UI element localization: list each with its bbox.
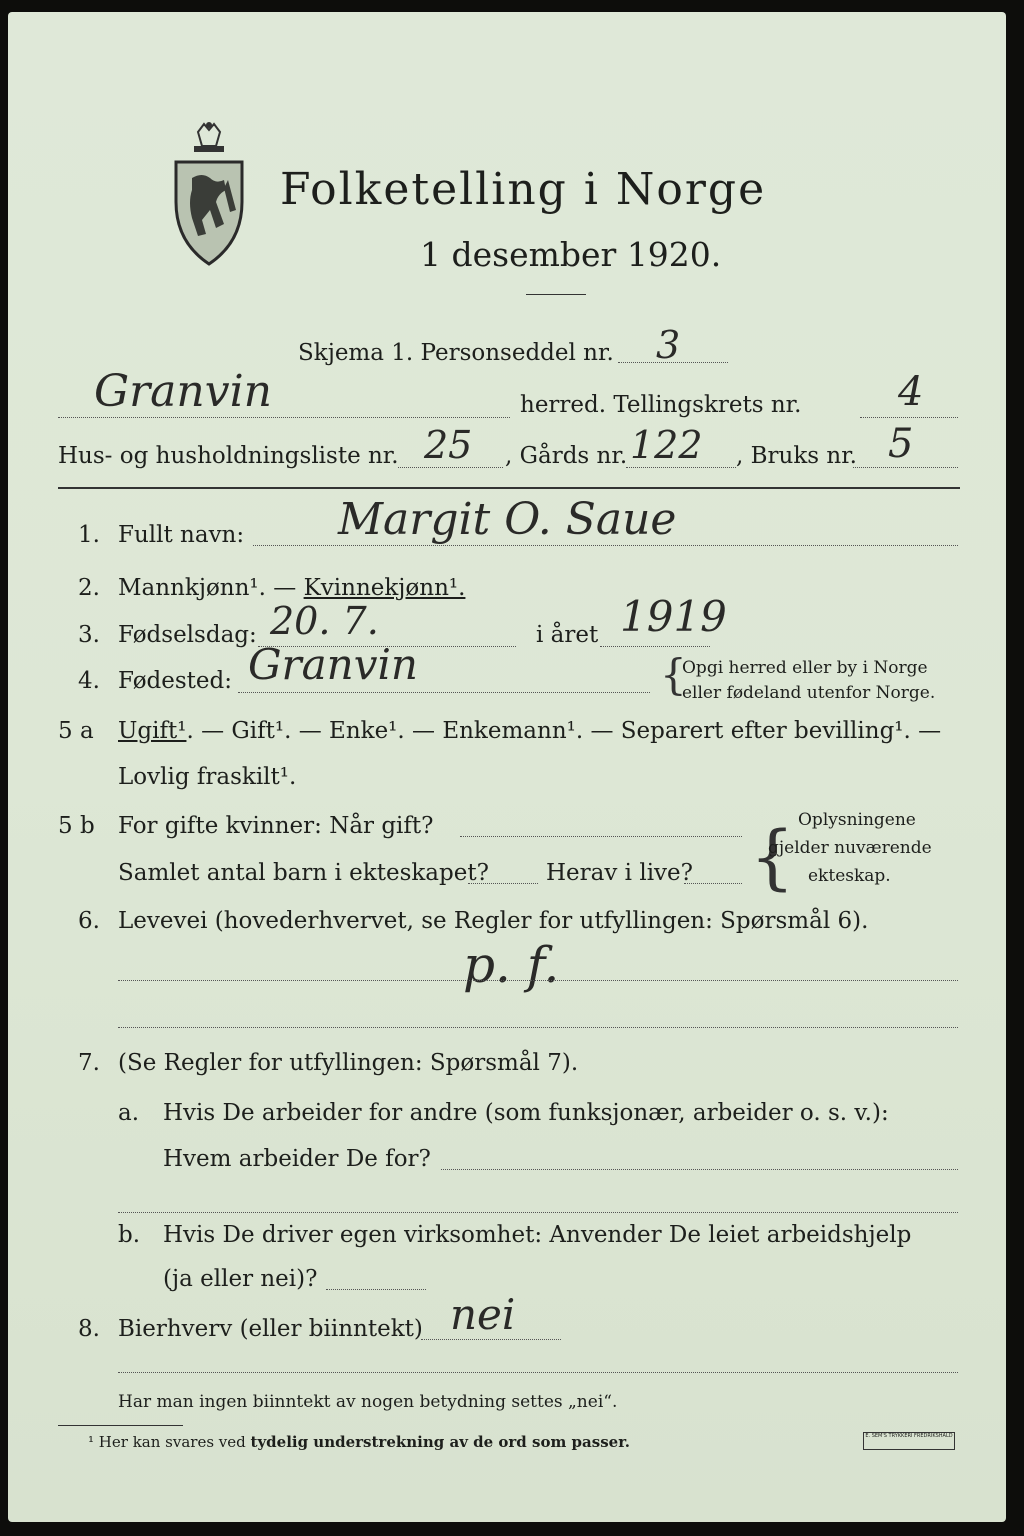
- q7b-line-2: (ja eller nei)?: [163, 1266, 318, 1292]
- q4-note-1: Opgi herred eller by i Norge: [682, 658, 928, 678]
- q4-note-2: eller fødeland utenfor Norge.: [682, 683, 936, 703]
- footnote-plain: Her kan svares ved: [98, 1433, 251, 1451]
- q5b-label-2: Samlet antal barn i ekteskapet?: [118, 860, 489, 886]
- q3-birth-year[interactable]: 1919: [620, 592, 727, 641]
- q5a-options: [118, 720, 941, 743]
- q6-dots-1: [118, 980, 958, 981]
- q6-dots-2: [118, 1027, 958, 1028]
- q5b-note-3: ekteskap.: [808, 866, 891, 886]
- q5b-brace: {: [750, 816, 795, 898]
- q1-full-name[interactable]: Margit O. Saue: [338, 494, 677, 545]
- gards-nr[interactable]: 122: [630, 423, 703, 467]
- form-title: Folketelling i Norge: [280, 164, 767, 215]
- tellingskrets-nr[interactable]: 4: [898, 369, 924, 415]
- q5b-number: 5 b: [58, 813, 95, 839]
- q8-number: 8.: [78, 1316, 100, 1342]
- q7a-number: a.: [118, 1100, 140, 1126]
- q7a-line-1: Hvis De arbeider for andre (som funksjonær, arbeider o. s. v.):: [163, 1100, 889, 1126]
- q8-label: Bierhverv (eller biinntekt): [118, 1316, 423, 1342]
- q4-dots: [238, 692, 650, 693]
- q7a-dots: [441, 1169, 958, 1170]
- tellingskrets-dots: [860, 417, 958, 418]
- q3-year-dots: [600, 646, 710, 647]
- q3-label: Fødselsdag:: [118, 622, 257, 648]
- gards-dots: [626, 467, 736, 468]
- q6-number: 6.: [78, 908, 100, 934]
- printer-stamp: E. SEM'S TRYKKERI FREDRIKSHALD: [863, 1432, 955, 1450]
- q7b-dots: [326, 1289, 426, 1290]
- q3-year-label: i året: [536, 622, 599, 648]
- header-rule: [58, 487, 960, 489]
- q2-number: 2.: [78, 575, 100, 601]
- q7-label: (Se Regler for utfyllingen: Spørsmål 7).: [118, 1050, 579, 1076]
- q4-brace: {: [660, 650, 687, 699]
- q5b-live-dots: [684, 883, 742, 884]
- q5b-barn-dots: [468, 883, 538, 884]
- q5a-number: 5 a: [58, 718, 94, 744]
- q6-label: Levevei (hovederhvervet, se Regler for utfyllingen: Spørsmål 6).: [118, 908, 869, 934]
- q5a-ugift[interactable]: Ugift¹: [118, 718, 187, 744]
- q8-dots: [421, 1339, 561, 1340]
- q1-number: 1.: [78, 522, 100, 548]
- census-date: 1 desember 1920.: [420, 235, 722, 274]
- gards-label: , Gårds nr.: [505, 443, 628, 469]
- q8-answer[interactable]: nei: [450, 1290, 516, 1339]
- herred-dots: [58, 417, 510, 418]
- q1-label: Fullt navn:: [118, 522, 245, 548]
- q7-number: 7.: [78, 1050, 100, 1076]
- note-nei: Har man ingen biinntekt av nogen betydning settes „nei“.: [118, 1392, 618, 1412]
- herred-label: herred. Tellingskrets nr.: [520, 392, 802, 418]
- municipality-name[interactable]: Granvin: [94, 366, 273, 417]
- footnote-mark: ¹: [88, 1433, 95, 1451]
- q5b-label-1: For gifte kvinner: Når gift?: [118, 813, 434, 839]
- footnote-rule: [58, 1425, 183, 1426]
- q4-birthplace[interactable]: Granvin: [248, 640, 418, 689]
- title-rule: [526, 294, 586, 295]
- q5a-other[interactable]: . — Gift¹. — Enke¹. — Enkemann¹. — Separert efter bevilling¹. —: [186, 718, 942, 744]
- household-dots: [398, 467, 503, 468]
- q8-dots-2: [118, 1372, 958, 1373]
- norway-coat-of-arms-icon: [168, 120, 250, 268]
- q7b-line-1: Hvis De driver egen virksomhet: Anvender De leiet arbeidshjelp: [163, 1222, 912, 1248]
- q4-label: Fødested:: [118, 668, 233, 694]
- bruks-dots: [853, 467, 958, 468]
- q6-occupation[interactable]: p. f.: [463, 936, 560, 994]
- q1-dots: [253, 545, 958, 546]
- footnote: [88, 1435, 630, 1450]
- bruks-nr[interactable]: 5: [888, 421, 914, 467]
- q7b-number: b.: [118, 1222, 141, 1248]
- q3-birth-day[interactable]: 20. 7.: [270, 599, 379, 643]
- q5b-label-3: Herav i live?: [546, 860, 693, 886]
- q5b-note-1: Oplysningene: [798, 810, 916, 830]
- footnote-bold: tydelig understrekning av de ord som passer.: [250, 1433, 630, 1451]
- q2-text: [118, 577, 465, 600]
- q2-male[interactable]: Mannkjønn¹. —: [118, 575, 304, 601]
- q7a-line-2: Hvem arbeider De for?: [163, 1146, 431, 1172]
- household-label: Hus- og husholdningsliste nr.: [58, 443, 399, 469]
- q5a-line2[interactable]: Lovlig fraskilt¹.: [118, 764, 297, 790]
- personseddel-nr[interactable]: 3: [656, 323, 681, 367]
- q5b-gift-dots: [460, 836, 742, 837]
- q2-female[interactable]: Kvinnekjønn¹.: [303, 575, 466, 601]
- bruks-label: , Bruks nr.: [736, 443, 857, 469]
- q4-number: 4.: [78, 668, 100, 694]
- q3-number: 3.: [78, 622, 100, 648]
- q7a-dots-2: [118, 1212, 958, 1213]
- schema-label: Skjema 1. Personseddel nr.: [298, 340, 614, 366]
- q5b-note-2: gjelder nuværende: [768, 838, 932, 858]
- census-form: [8, 12, 1006, 1522]
- household-nr[interactable]: 25: [424, 423, 473, 467]
